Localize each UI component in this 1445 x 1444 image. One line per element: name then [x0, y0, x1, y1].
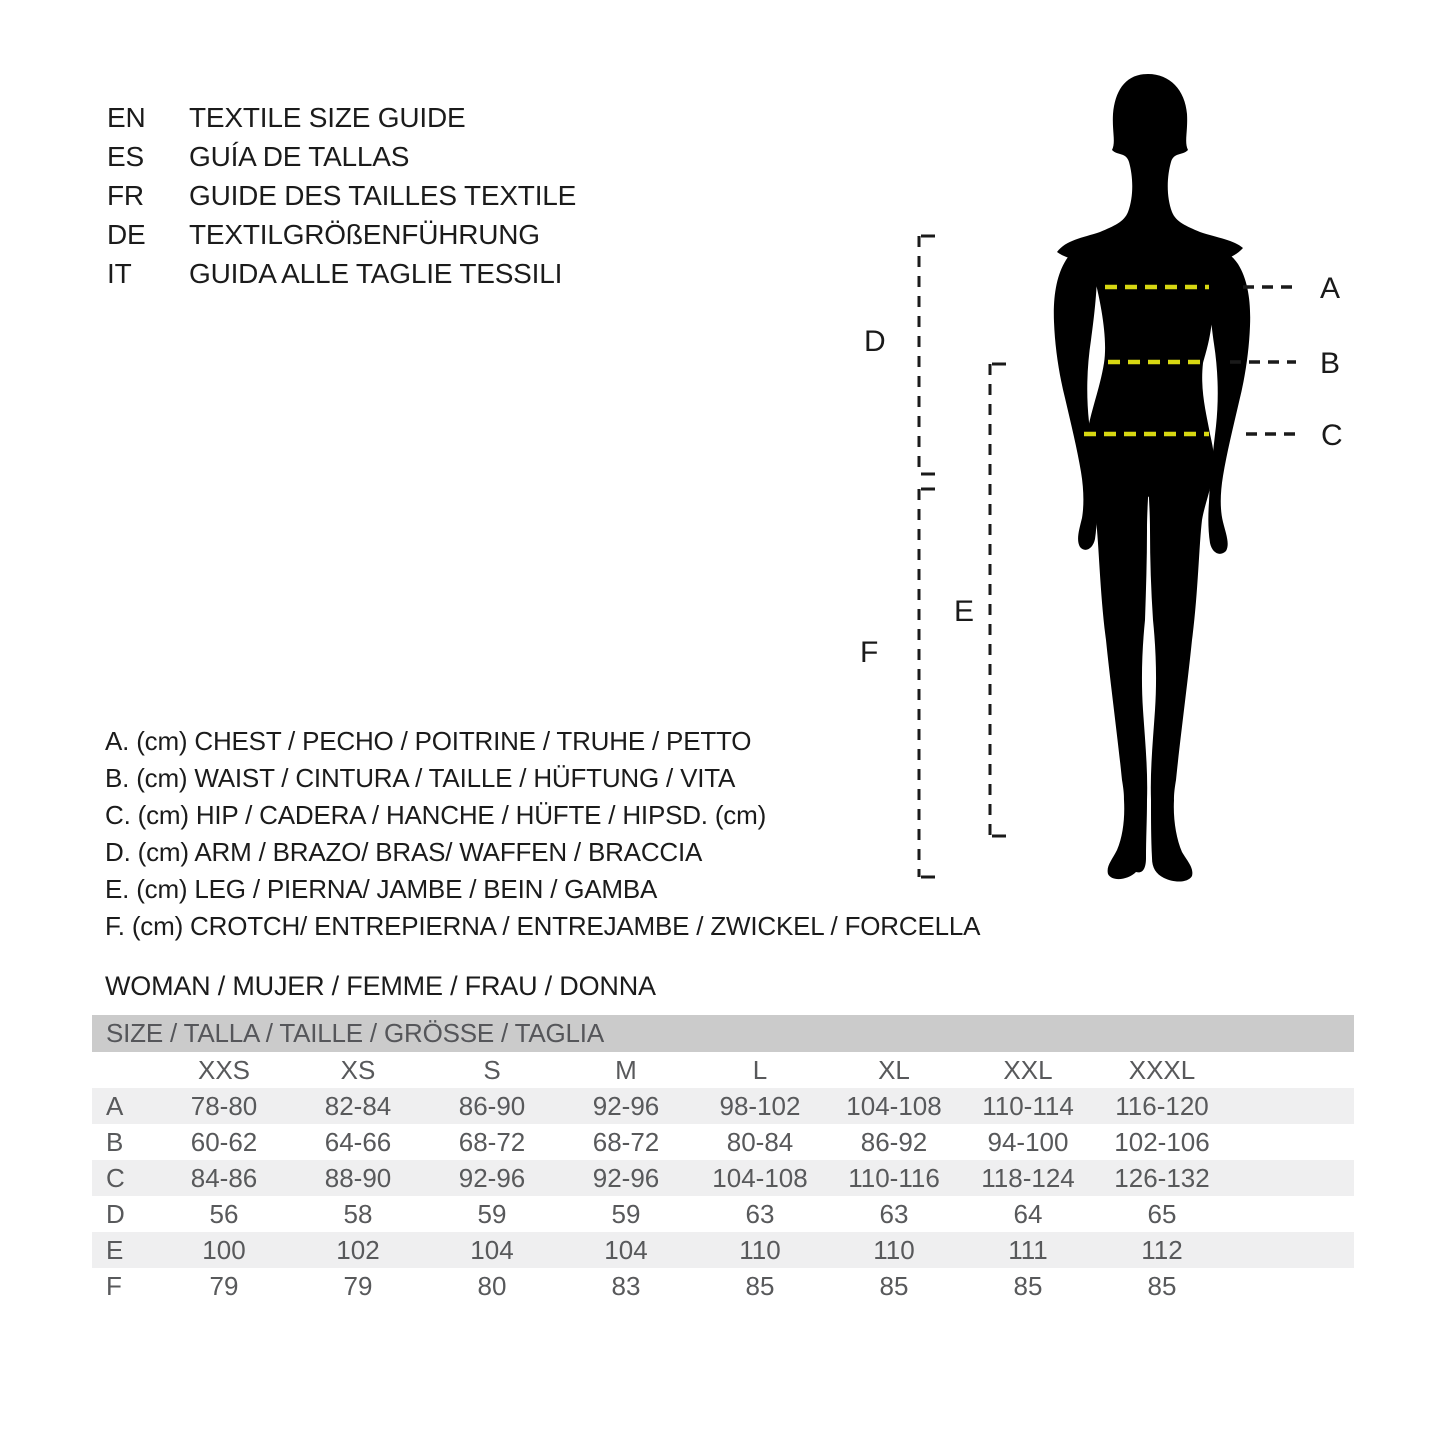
legend-line-b: B. (cm) WAIST / CINTURA / TAILLE / HÜFTUNG / VITA [105, 763, 736, 793]
hip-label: C [1321, 419, 1343, 452]
language-code: FR [107, 179, 144, 211]
cell: 118-124 [981, 1162, 1075, 1193]
table-row-b [92, 1124, 1354, 1160]
cell: 83 [611, 1270, 641, 1301]
table-row-d [92, 1196, 1354, 1232]
cell: 112 [1141, 1234, 1183, 1265]
table-row-a [92, 1088, 1354, 1124]
cell: 94-100 [987, 1126, 1069, 1157]
language-code: IT [107, 257, 132, 289]
column-header: M [615, 1054, 637, 1085]
column-header: XS [340, 1054, 376, 1085]
language-row-es [107, 137, 576, 176]
guide-title: TEXTILGRÖßENFÜHRUNG [189, 218, 540, 250]
leg-label: E [954, 595, 975, 628]
cell: 104-108 [712, 1162, 808, 1193]
waist-label: B [1320, 347, 1341, 380]
cell: 92-96 [592, 1090, 660, 1121]
cell: 68-72 [592, 1126, 660, 1157]
size-table [92, 1015, 1354, 1304]
language-row-fr [107, 176, 576, 215]
cell: 116-120 [1115, 1090, 1209, 1121]
column-header: S [483, 1054, 501, 1085]
language-code: DE [107, 218, 146, 250]
chest-label: A [1320, 272, 1341, 305]
cell: 104-108 [846, 1090, 942, 1121]
legend-line-d: D. (cm) ARM / BRAZO/ BRAS/ WAFFEN / BRACCIA [105, 837, 703, 867]
row-key: C [106, 1162, 125, 1193]
row-key: E [106, 1234, 124, 1265]
cell: 59 [477, 1198, 507, 1229]
cell: 111 [1008, 1234, 1048, 1265]
cell: 102-106 [1114, 1126, 1210, 1157]
cell: 100 [202, 1234, 246, 1265]
language-row-de [107, 215, 576, 254]
row-key: B [106, 1126, 124, 1157]
guide-title: GUÍA DE TALLAS [189, 140, 410, 172]
cell: 60-62 [190, 1126, 258, 1157]
column-header: XL [878, 1054, 910, 1085]
cell: 85 [745, 1270, 775, 1301]
cell: 85 [879, 1270, 909, 1301]
cell: 56 [209, 1198, 239, 1229]
cell: 110 [739, 1234, 781, 1265]
cell: 63 [745, 1198, 775, 1229]
language-guide-list [107, 98, 576, 293]
table-row-f [92, 1268, 1354, 1304]
crotch-label: F [860, 636, 879, 669]
cell: 85 [1147, 1270, 1177, 1301]
cell: 110-116 [848, 1162, 940, 1193]
column-header: XXXL [1128, 1054, 1196, 1085]
cell: 64 [1013, 1198, 1043, 1229]
size-table-header: SIZE / TALLA / TAILLE / GRÖSSE / TAGLIA [92, 1015, 1354, 1052]
cell: 58 [343, 1198, 373, 1229]
column-header: XXS [197, 1054, 251, 1085]
section-title-woman: WOMAN / MUJER / FEMME / FRAU / DONNA [105, 971, 656, 1001]
cell: 82-84 [324, 1090, 392, 1121]
cell: 78-80 [190, 1090, 258, 1121]
legend-line-e: E. (cm) LEG / PIERNA/ JAMBE / BEIN / GAMBA [105, 874, 658, 904]
cell: 65 [1147, 1198, 1177, 1229]
cell: 110-114 [982, 1090, 1074, 1121]
woman-silhouette [1054, 74, 1250, 882]
column-header: L [752, 1054, 768, 1085]
row-key: A [106, 1090, 124, 1121]
size-columns-row [92, 1052, 1354, 1088]
cell: 110 [873, 1234, 915, 1265]
guide-title: GUIDA ALLE TAGLIE TESSILI [189, 257, 563, 289]
measurement-legend [105, 723, 980, 945]
cell: 80-84 [726, 1126, 794, 1157]
cell: 92-96 [458, 1162, 526, 1193]
legend-line-a: A. (cm) CHEST / PECHO / POITRINE / TRUHE / PETTO [105, 726, 752, 756]
legend-line-f: F. (cm) CROTCH/ ENTREPIERNA / ENTREJAMBE / ZWICKEL / FORCELLA [105, 911, 981, 941]
cell: 104 [470, 1234, 514, 1265]
cell: 88-90 [324, 1162, 392, 1193]
cell: 86-92 [860, 1126, 928, 1157]
cell: 98-102 [719, 1090, 801, 1121]
table-row-e [92, 1232, 1354, 1268]
cell: 84-86 [190, 1162, 258, 1193]
arm-label: D [864, 325, 886, 358]
cell: 104 [604, 1234, 648, 1265]
cell: 64-66 [324, 1126, 392, 1157]
language-code: ES [107, 140, 144, 172]
cell: 85 [1013, 1270, 1043, 1301]
column-header: XXL [1003, 1054, 1053, 1085]
guide-title: GUIDE DES TAILLES TEXTILE [189, 179, 577, 211]
guide-title: TEXTILE SIZE GUIDE [189, 101, 466, 133]
language-row-en [107, 98, 576, 137]
cell: 92-96 [592, 1162, 660, 1193]
cell: 126-132 [1114, 1162, 1210, 1193]
row-key: D [106, 1198, 125, 1229]
cell: 63 [879, 1198, 909, 1229]
language-code: EN [107, 101, 146, 133]
silhouette-left-arm [1054, 248, 1098, 550]
row-key: F [106, 1270, 122, 1301]
cell: 68-72 [458, 1126, 526, 1157]
cell: 80 [477, 1270, 507, 1301]
table-row-c [92, 1160, 1354, 1196]
cell: 79 [343, 1270, 373, 1301]
language-row-it [107, 254, 576, 293]
cell: 79 [209, 1270, 239, 1301]
cell: 86-90 [458, 1090, 526, 1121]
legend-line-c: C. (cm) HIP / CADERA / HANCHE / HÜFTE / HIPSD. (cm) [105, 800, 767, 830]
cell: 102 [336, 1234, 380, 1265]
cell: 59 [611, 1198, 641, 1229]
